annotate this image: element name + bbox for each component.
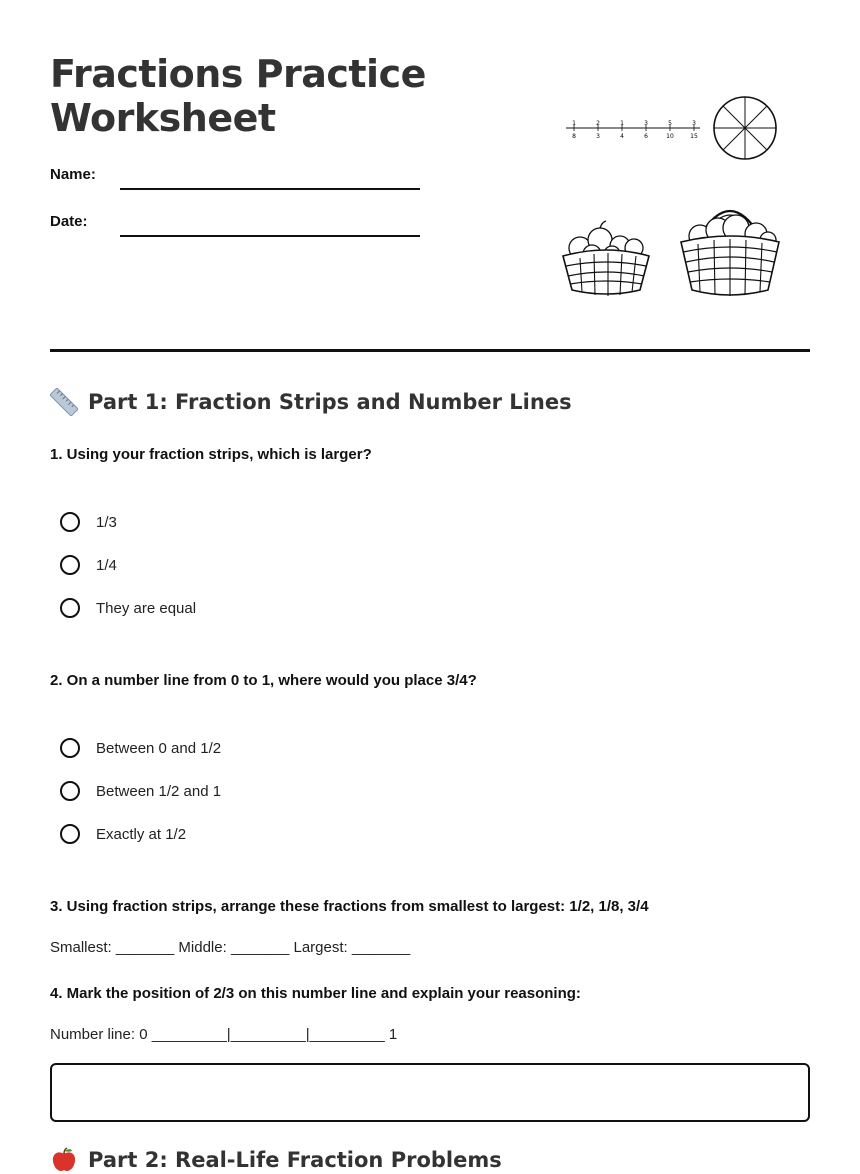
part2-heading	[50, 1146, 502, 1174]
q1-option-1-label: 1/3	[96, 513, 117, 531]
number-line-numerator: 2	[596, 120, 600, 127]
ruler-icon	[50, 388, 78, 416]
number-line-denominator: 4	[620, 133, 624, 140]
q4-answer-box[interactable]	[50, 1063, 810, 1122]
q1-option-2[interactable]	[60, 552, 117, 578]
radio-button[interactable]	[60, 555, 80, 575]
q1-option-2-label: 1/4	[96, 556, 117, 574]
radio-button[interactable]	[60, 781, 80, 801]
q1-option-3-label: They are equal	[96, 599, 197, 617]
q2-option-3-label: Exactly at 1/2	[96, 825, 187, 843]
date-field-row	[50, 213, 420, 243]
date-field[interactable]	[120, 235, 420, 237]
number-line-numerator: 5	[668, 120, 672, 127]
radio-button[interactable]	[60, 512, 80, 532]
question-3: 3. Using fraction strips, arrange these fractions from smallest to largest: 1/2, 1/8, 3/4	[50, 898, 649, 915]
number-line-denominator: 15	[690, 133, 698, 140]
page-title	[50, 52, 426, 140]
title-line-1: Fractions Practice	[50, 52, 426, 96]
question-2: 2. On a number line from 0 to 1, where would you place 3/4?	[50, 672, 477, 689]
name-label: Name:	[50, 166, 96, 183]
radio-button[interactable]	[60, 598, 80, 618]
name-field-row	[50, 166, 420, 196]
radio-button[interactable]	[60, 738, 80, 758]
radio-button[interactable]	[60, 824, 80, 844]
part1-heading	[50, 388, 572, 416]
number-line-numerator: 1	[572, 120, 576, 127]
q4-number-line[interactable]: Number line: 0 _________|_________|_________ 1	[50, 1026, 398, 1043]
question-1: 1. Using your fraction strips, which is larger?	[50, 446, 372, 463]
number-line-illustration	[564, 118, 704, 146]
number-line-denominator: 10	[666, 133, 674, 140]
q2-option-2-label: Between 1/2 and 1	[96, 782, 222, 800]
title-line-2: Worksheet	[50, 96, 276, 140]
number-line-denominator: 8	[572, 133, 576, 140]
number-line-numerator: 3	[692, 120, 696, 127]
q2-option-3[interactable]	[60, 821, 186, 847]
q2-option-1[interactable]	[60, 735, 221, 761]
number-line-numerator: 3	[644, 120, 648, 127]
q1-option-3[interactable]	[60, 595, 196, 621]
number-line-numerator: 1	[620, 120, 624, 127]
header-divider	[50, 349, 810, 352]
pie-chart-illustration	[711, 95, 779, 161]
q2-option-2[interactable]	[60, 778, 221, 804]
q2-option-1-label: Between 0 and 1/2	[96, 739, 222, 757]
q3-answer-line[interactable]: Smallest: _______ Middle: _______ Largest: _______	[50, 939, 411, 956]
number-line-denominator: 3	[596, 133, 600, 140]
apple-icon	[50, 1146, 78, 1174]
name-field[interactable]	[120, 188, 420, 190]
part2-heading-text: Part 2: Real-Life Fraction Problems	[88, 1148, 502, 1172]
apple-basket-large-icon	[678, 196, 782, 300]
question-4: 4. Mark the position of 2/3 on this number line and explain your reasoning:	[50, 985, 581, 1002]
q1-option-1[interactable]	[60, 509, 117, 535]
date-label: Date:	[50, 213, 88, 230]
number-line-denominator: 6	[644, 133, 648, 140]
apple-basket-small-icon	[560, 218, 652, 298]
part1-heading-text: Part 1: Fraction Strips and Number Lines	[88, 390, 572, 414]
